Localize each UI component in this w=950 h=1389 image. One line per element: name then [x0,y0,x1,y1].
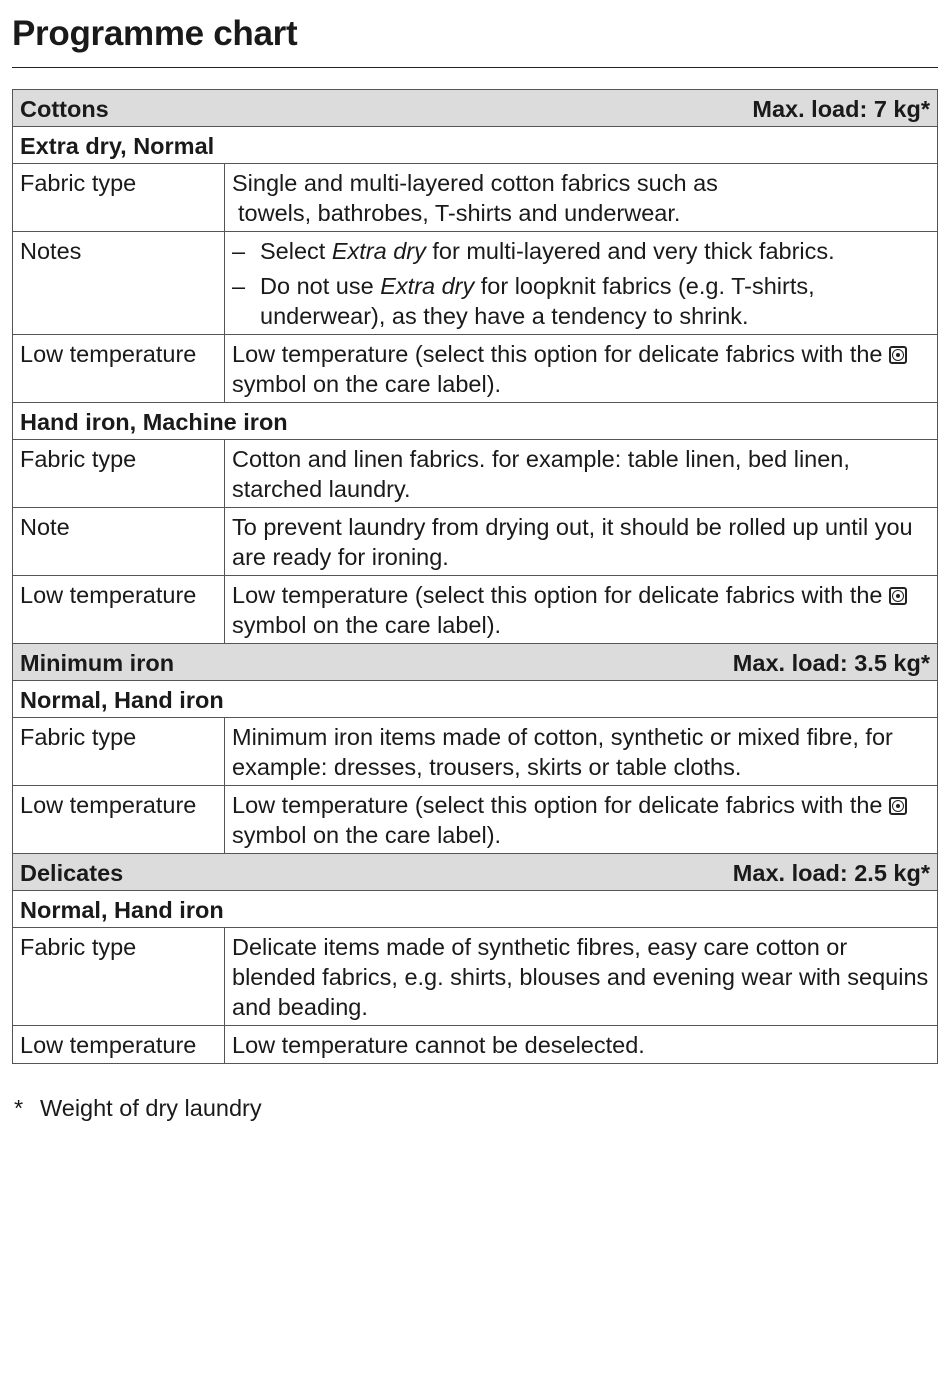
dash-bullet: – [232,273,246,299]
table-row [13,164,938,232]
row-label: Note [13,508,225,576]
programme-header-row [13,854,938,891]
value-text: symbol on the care label). [232,371,502,397]
row-value: Cotton and linen fabrics. for example: table linen, bed linen, starched laundry. [225,440,938,508]
row-value [225,576,938,644]
title-divider [12,67,938,68]
value-text: Low temperature (select this option for delicate fabrics with the [232,341,890,367]
row-value: Low temperature cannot be deselected. [225,1026,938,1064]
note-text: Do not use [260,273,381,299]
page-title: Programme chart [12,14,298,53]
max-load: Max. load: 2.5 kg* [732,860,930,886]
footnote [14,1093,262,1123]
dash-bullet: – [232,238,246,264]
section-heading: Normal, Hand iron [13,891,938,928]
max-load: Max. load: 7 kg* [752,96,930,122]
note-text: for loopknit fabrics (e.g. T-shirts, underwear), as they have a tendency to shrink. [260,273,815,329]
table-row [13,928,938,1026]
table-row [13,440,938,508]
programme-header-row [13,90,938,127]
table-row [13,232,938,335]
row-label: Low temperature [13,786,225,854]
row-value [225,164,938,232]
low-heat-dryer-symbol-icon [889,797,907,815]
value-line: towels, bathrobes, T-shirts and underwear. [238,200,681,226]
row-value: Delicate items made of synthetic fibres, easy care cotton or blended fabrics, e.g. shirts, blouses and evening wear with sequins and beading. [225,928,938,1026]
value-text: symbol on the care label). [232,612,502,638]
row-value: To prevent laundry from drying out, it should be rolled up until you are ready for ironing. [225,508,938,576]
note-item [232,271,930,331]
programme-header-row [13,644,938,681]
table-row [13,1026,938,1064]
max-load: Max. load: 3.5 kg* [732,650,930,676]
value-text: Low temperature (select this option for delicate fabrics with the [232,582,890,608]
row-label: Fabric type [13,440,225,508]
section-heading: Hand iron, Machine iron [13,403,938,440]
section-heading-row [13,681,938,718]
footnote-text: Weight of dry laundry [40,1095,262,1121]
row-label: Low temperature [13,576,225,644]
programme-name: Minimum iron [20,650,175,676]
row-value [225,335,938,403]
row-label: Notes [13,232,225,335]
note-item [232,236,930,266]
row-label: Low temperature [13,1026,225,1064]
programme-name: Delicates [20,860,124,886]
note-emphasis: Extra dry [380,273,475,299]
note-text: for multi-layered and very thick fabrics. [425,238,835,264]
row-label: Fabric type [13,718,225,786]
section-heading-row [13,891,938,928]
table-row [13,508,938,576]
section-heading: Extra dry, Normal [13,127,938,164]
value-text: symbol on the care label). [232,822,502,848]
note-emphasis: Extra dry [331,238,426,264]
row-label: Fabric type [13,164,225,232]
programme-name: Cottons [20,96,109,122]
table-row [13,335,938,403]
note-text: Select [260,238,332,264]
table-row [13,786,938,854]
programme-chart-table [12,89,938,1064]
row-label: Fabric type [13,928,225,1026]
table-row [13,576,938,644]
row-label: Low temperature [13,335,225,403]
section-heading-row [13,127,938,164]
low-heat-dryer-symbol-icon [889,587,907,605]
low-heat-dryer-symbol-icon [889,346,907,364]
footnote-mark: * [14,1095,24,1121]
value-text: Low temperature (select this option for delicate fabrics with the [232,792,890,818]
section-heading-row [13,403,938,440]
section-heading: Normal, Hand iron [13,681,938,718]
row-value: Minimum iron items made of cotton, synthetic or mixed fibre, for example: dresses, trousers, skirts or table cloths. [225,718,938,786]
row-value [225,786,938,854]
table-row [13,718,938,786]
row-value [225,232,938,335]
value-line: Single and multi-layered cotton fabrics such as [232,170,718,196]
